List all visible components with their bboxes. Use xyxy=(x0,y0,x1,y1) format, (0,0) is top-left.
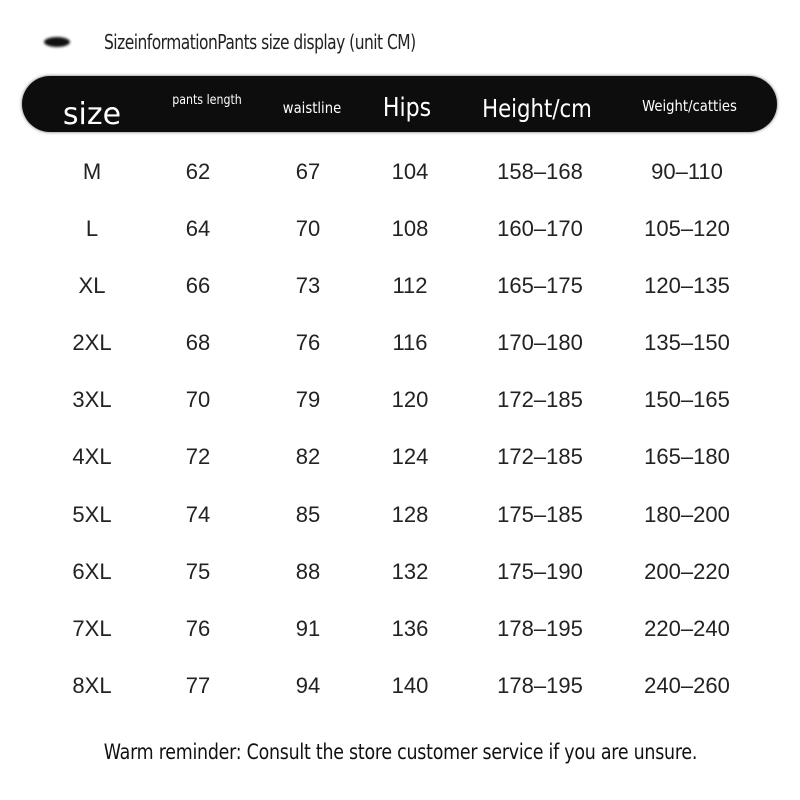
cell-size: 7XL xyxy=(72,615,112,641)
cell-pants-length: 77 xyxy=(185,672,211,698)
cell-height: 175–185 xyxy=(497,501,583,527)
cell-height: 158–168 xyxy=(497,159,583,184)
cell-weight: 165–180 xyxy=(644,444,730,470)
cell-waistline: 73 xyxy=(295,273,321,299)
table-row xyxy=(0,200,800,257)
cell-pants-length: 68 xyxy=(185,330,211,356)
cell-weight: 90–110 xyxy=(651,159,723,184)
header-weight: Weight/catties xyxy=(642,97,737,115)
cell-weight: 220–240 xyxy=(644,615,730,641)
cell-hips: 116 xyxy=(392,330,428,356)
table-row xyxy=(0,314,800,371)
cell-height: 165–175 xyxy=(497,273,583,299)
cell-hips: 112 xyxy=(392,273,428,299)
cell-pants-length: 70 xyxy=(185,387,211,413)
table-row xyxy=(0,143,800,200)
cell-height: 170–180 xyxy=(497,330,583,356)
cell-hips: 120 xyxy=(391,387,429,413)
table-row xyxy=(0,657,800,714)
cell-waistline: 67 xyxy=(295,159,321,184)
cell-pants-length: 72 xyxy=(185,444,211,470)
cell-size: 8XL xyxy=(72,672,112,698)
cell-hips: 132 xyxy=(391,558,429,584)
header-pants-length: pants length xyxy=(172,92,242,108)
cell-height: 172–185 xyxy=(497,387,583,413)
size-table xyxy=(0,143,800,714)
cell-pants-length: 62 xyxy=(185,159,211,184)
cell-waistline: 76 xyxy=(295,330,321,356)
cell-hips: 140 xyxy=(391,672,429,698)
cell-size: 2XL xyxy=(72,330,112,356)
cell-hips: 104 xyxy=(391,159,429,184)
cell-weight: 200–220 xyxy=(644,558,730,584)
cell-hips: 128 xyxy=(391,501,429,527)
cell-height: 178–195 xyxy=(497,672,583,698)
cell-weight: 240–260 xyxy=(644,672,730,698)
cell-weight: 180–200 xyxy=(644,501,730,527)
cell-weight: 150–165 xyxy=(644,387,730,413)
cell-hips: 124 xyxy=(391,444,429,470)
cell-height: 172–185 xyxy=(497,444,583,470)
table-row xyxy=(0,371,800,428)
table-row xyxy=(0,257,800,314)
brush-stroke-icon xyxy=(44,37,70,47)
cell-waistline: 79 xyxy=(295,387,321,413)
cell-size: 5XL xyxy=(72,501,112,527)
cell-size: L xyxy=(85,216,99,242)
cell-pants-length: 76 xyxy=(185,615,211,641)
cell-waistline: 85 xyxy=(295,501,321,527)
cell-pants-length: 64 xyxy=(185,216,211,242)
header-size: size xyxy=(62,96,122,132)
cell-weight: 135–150 xyxy=(644,330,730,356)
cell-waistline: 88 xyxy=(295,558,321,584)
cell-pants-length: 74 xyxy=(185,501,211,527)
table-row xyxy=(0,486,800,543)
header-waistline: waistline xyxy=(282,99,342,117)
table-row xyxy=(0,428,800,485)
header-hips: Hips xyxy=(382,93,432,123)
cell-waistline: 70 xyxy=(295,216,321,242)
cell-hips: 108 xyxy=(391,216,429,242)
cell-weight: 120–135 xyxy=(644,273,730,299)
footer-reminder xyxy=(0,740,800,764)
table-row xyxy=(0,543,800,600)
cell-size: 3XL xyxy=(72,387,112,413)
cell-hips: 136 xyxy=(391,615,429,641)
cell-weight: 105–120 xyxy=(644,216,730,242)
page-title: SizeinformationPants size display (unit CM) xyxy=(104,30,416,54)
header-height: Height/cm xyxy=(482,93,592,123)
cell-waistline: 94 xyxy=(295,672,321,698)
cell-size: 4XL xyxy=(72,444,112,470)
cell-size: 6XL xyxy=(72,558,112,584)
cell-waistline: 91 xyxy=(295,615,321,641)
cell-size: M xyxy=(82,159,102,184)
cell-waistline: 82 xyxy=(295,444,321,470)
table-header xyxy=(22,76,777,132)
footer-reminder-text: Warm reminder: Consult the store customer service if you are unsure. xyxy=(103,740,697,764)
cell-height: 175–190 xyxy=(497,558,583,584)
table-row xyxy=(0,600,800,657)
cell-size: XL xyxy=(78,273,106,299)
cell-height: 178–195 xyxy=(497,615,583,641)
title-row xyxy=(0,28,800,60)
cell-pants-length: 75 xyxy=(185,558,211,584)
cell-pants-length: 66 xyxy=(185,273,211,299)
cell-height: 160–170 xyxy=(497,216,583,242)
